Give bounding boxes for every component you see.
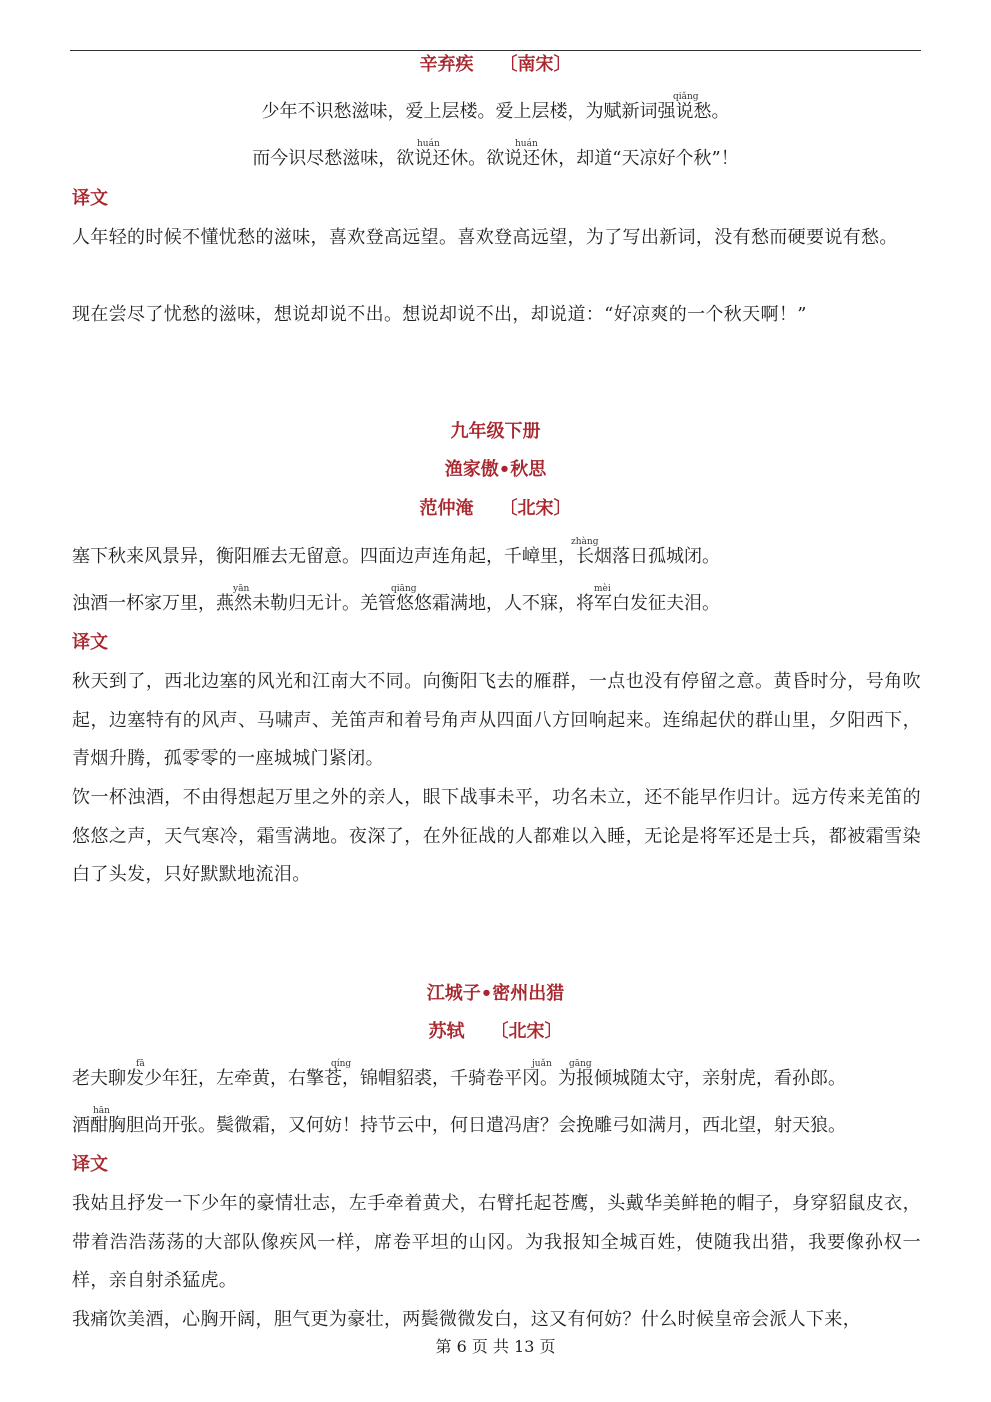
poem1-translation-p1: 人年轻的时候不懂忧愁的滋味，喜欢登高远望。喜欢登高远望，为了写出新词，没有愁而硬要说有愁。 [72,227,898,248]
poem1-translation-p2: 现在尝尽了忧愁的滋味，想说却说不出。想说却说不出，却说道：“好凉爽的一个秋天啊！” [72,304,807,325]
poem2-dynasty: 〔北宋〕 [499,498,572,519]
poem3-line-1: 老夫聊发少年狂，左牵黄，右擎苍，锦帽貂裘，千骑卷平冈。为报倾城随太守，亲射虎，看孙郎。 [72,1068,846,1089]
poem3-author-line [70,1020,921,1044]
poem2-line-2: 浊酒一杯家万里，燕然未勒归无计。羌管悠悠霜满地，人不寐，将军白发征夫泪。 [72,593,720,614]
page-footer: 第 6 页 共 13 页 [435,1337,556,1356]
pinyin-qing: qíng [331,1059,352,1069]
poem3-dynasty: 〔北宋〕 [490,1021,563,1042]
poem3-translation-p1: 我姑且抒发一下少年的豪情壮志，左手牵着黄犬，右臂托起苍鹰，头戴华美鲜艳的帽子，身穿貂鼠皮衣，带着浩浩荡荡的大部队像疾风一样，席卷平坦的山冈。为我报知全城百姓，使随我出猎，我要像孙权一样，亲自射杀猛虎。 [72,1193,921,1291]
poem1-line-2: 而今识尽愁滋味，欲说还休。欲说还休，却道“天凉好个秋”！ [252,148,739,169]
poem1-dynasty: 〔南宋〕 [499,54,572,75]
pinyin-huan-2: huán [515,139,538,149]
poem1-line-1: 少年不识愁滋味，爱上层楼。爱上层楼，为赋新词强说愁。 [261,101,730,122]
poem2-translation-label: 译文 [72,632,108,653]
poem3-translation-label: 译文 [72,1154,108,1175]
header-rule [70,50,921,51]
pinyin-juan: juǎn [532,1059,552,1069]
pinyin-yan: yān [233,584,250,594]
poem1-translation-label: 译文 [72,188,108,209]
pinyin-mei: mèi [594,584,611,594]
poem3-translation-p2: 我痛饮美酒，心胸开阔，胆气更为豪壮，两鬓微微发白，这又有何妨？什么时候皇帝会派人下来， [72,1309,862,1330]
poem1-author-line [70,53,921,77]
poem2-line-1: 塞下秋来风景异，衡阳雁去无留意。四面边声连角起，千嶂里，长烟落日孤城闭。 [72,546,720,567]
pinyin-huan-1: huán [417,139,440,149]
poem1-author: 辛弃疾 [419,54,474,75]
poem2-translation-p2: 饮一杯浊酒，不由得想起万里之外的亲人，眼下战事未平，功名未立，还不能早作归计。远方传来羌笛的悠悠之声，天气寒冷，霜雪满地。夜深了，在外征战的人都难以入睡，无论是将军还是士兵，都被霜雪染白了头发，只好默默地流泪。 [72,787,921,885]
pinyin-qiang: qiǎng [673,92,699,102]
pinyin-fa: fā [136,1059,145,1069]
poem3-author: 苏轼 [428,1021,465,1042]
poem3-line-2: 酒酣胸胆尚开张。鬓微霜，又何妨！持节云中，何日遣冯唐？会挽雕弓如满月，西北望，射天狼。 [72,1115,846,1136]
pinyin-zhang: zhàng [571,537,599,547]
pinyin-han: hān [93,1106,110,1116]
section-title: 九年级下册 [450,421,541,442]
poem2-title: 渔家傲•秋思 [444,459,547,480]
pinyin-gang: gāng [569,1059,592,1069]
poem3-title: 江城子•密州出猎 [426,983,565,1004]
poem2-author: 范仲淹 [419,498,474,519]
pinyin-qiang2: qiāng [391,584,417,594]
poem2-author-line [70,497,921,521]
poem2-translation-p1: 秋天到了，西北边塞的风光和江南大不同。向衡阳飞去的雁群，一点也没有停留之意。黄昏时分，号角吹起，边塞特有的风声、马啸声、羌笛声和着号角声从四面八方回响起来。连绵起伏的群山里，夕阳西下，青烟升腾，孤零零的一座城城门紧闭。 [72,671,921,769]
